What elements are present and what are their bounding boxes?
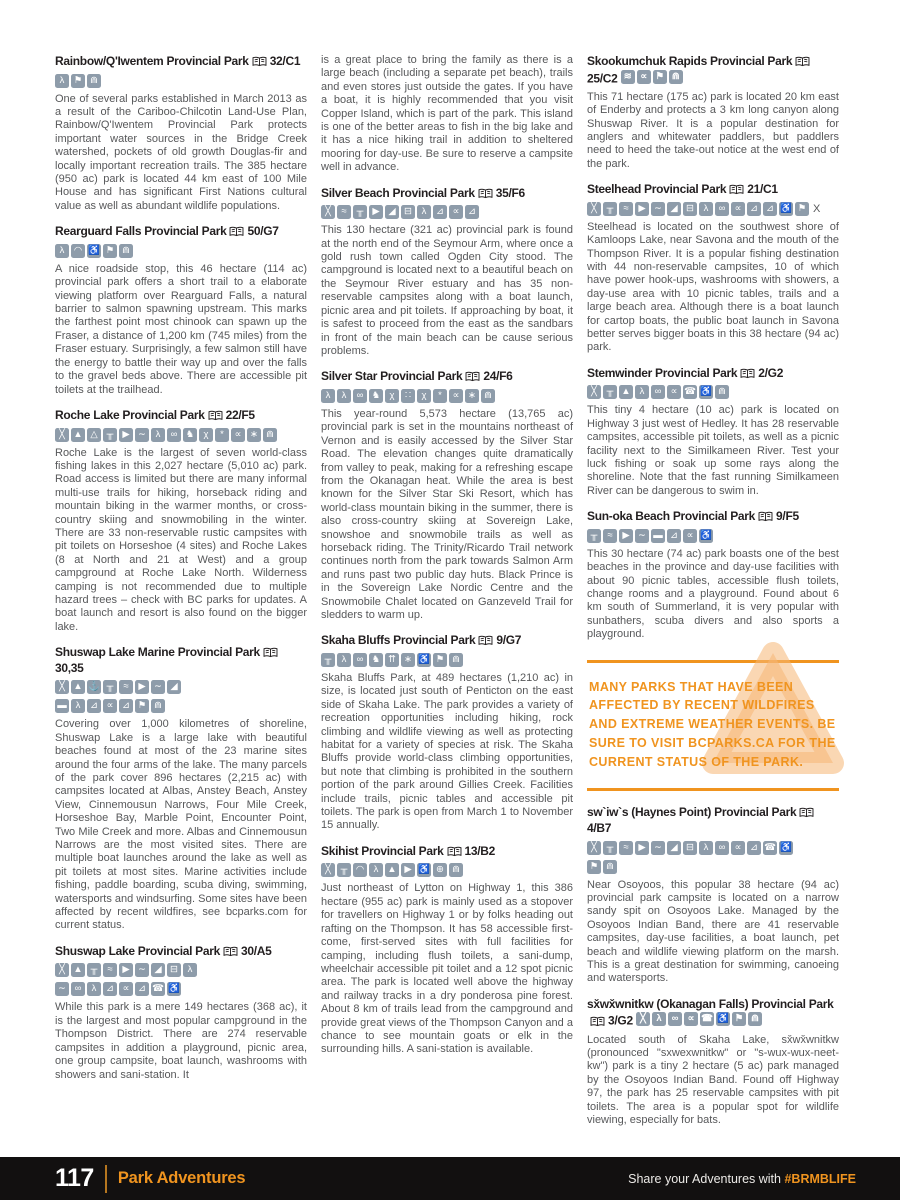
hiking-icon: λ — [699, 202, 713, 216]
picnic-table-icon: ╥ — [587, 529, 601, 543]
column-2 — [321, 54, 573, 1129]
boating-icon: ▶ — [635, 202, 649, 216]
park-heading — [321, 633, 573, 649]
hiking-icon: λ — [71, 699, 85, 713]
wildlife-viewing-icon: ⋒ — [87, 74, 101, 88]
picnic-table-icon: ╥ — [603, 385, 617, 399]
picnic-icon: ╳ — [55, 680, 69, 694]
paddling-icon: ∼ — [651, 841, 665, 855]
walking-icon: λ — [321, 389, 335, 403]
park-entry — [587, 182, 839, 355]
footer-bar — [0, 1157, 900, 1200]
picnic-table-icon: ╥ — [337, 863, 351, 877]
page-number: 117 — [55, 1164, 94, 1192]
interpretive-icon: ⚑ — [433, 653, 447, 667]
park-entry — [587, 805, 839, 985]
skiing-icon: χ — [417, 389, 431, 403]
snowmobiling-icon: * — [215, 428, 229, 442]
map-book-icon — [252, 56, 267, 67]
amenity-icon-row — [587, 860, 839, 874]
wheelchair-accessible-icon: ♿ — [418, 654, 430, 665]
wildlife-viewing-icon: ⋒ — [119, 244, 133, 258]
park-description: Roche Lake is the largest of seven world-class fishing lakes in this 2,027 hectare (5,010 ac) park. Road access is limited but there are many informal multi-use trails for hiking, horseback riding and mountain biking in the warmer months, or cross-country skiing and snowmobiling in the winter. There are 33 non-reservable rustic campsites with pit toilets on Horseshoe (4 sites) and Roche Lakes (8 at North and 21 at West) and a group campground at Roche Lake North. Wilderness camping is not recommended due to multiple hazard trees – check with BC parks for updates. A boat launch and resort is also found on the bigger lake. — [55, 446, 307, 633]
park-description: This 30 hectare (74 ac) park boasts one of the best beaches in the province and day-use facilities with about 90 picnic tables, accessible flush toilets, change rooms and a playground. Found about 6 km south of Summerland, it is very popular with sunbathers, scuba divers and also sports a playground. — [587, 547, 839, 641]
amenity-icon-row — [55, 244, 307, 258]
picnic-table-icon: ╥ — [321, 653, 335, 667]
wheelchair-accessible-icon: ♿ — [418, 864, 430, 876]
paddling-icon: ∼ — [135, 963, 149, 977]
biking-icon: ∞ — [651, 385, 665, 399]
interpretive-icon: ⚑ — [135, 699, 149, 713]
park-heading — [587, 182, 839, 198]
snowmobiling-icon: * — [433, 389, 447, 403]
camping-icon: ▲ — [619, 385, 633, 399]
park-entry — [587, 54, 839, 171]
wheelchair-accessible-icon: ♿ — [717, 1013, 729, 1025]
boat-launch-icon: ◢ — [385, 205, 399, 219]
hiking-icon: λ — [369, 863, 383, 877]
map-reference: 9/G7 — [496, 633, 522, 648]
boat-launch-icon: ◢ — [167, 680, 181, 694]
picnic-table-icon: ╥ — [603, 841, 617, 855]
map-book-icon — [263, 647, 278, 658]
amenity-icon-row — [55, 982, 307, 996]
boating-icon: ▶ — [619, 529, 633, 543]
rv-camping-icon: ⊟ — [683, 841, 697, 855]
biking-icon: ∞ — [71, 982, 85, 996]
park-heading — [587, 509, 839, 525]
windsurfing-icon: ⊿ — [667, 529, 681, 543]
hiking-icon: λ — [183, 963, 197, 977]
park-title: Shuswap Lake Provincial Park — [55, 943, 221, 958]
interpretive-icon: ⚑ — [653, 70, 667, 84]
sani-station-icon: ⊕ — [433, 863, 447, 877]
amenity-icon-row — [321, 205, 573, 219]
swimming-icon: ≈ — [603, 529, 617, 543]
map-reference: 35/F6 — [495, 185, 525, 200]
park-entry — [321, 369, 573, 622]
phone-icon: ☎ — [701, 1013, 713, 1025]
viewpoint-icon: ◠ — [71, 244, 85, 258]
park-title: Skaha Bluffs Provincial Park — [321, 633, 476, 648]
wildfire-warning-text: MANY PARKS THAT HAVE BEEN AFFECTED BY RECENT WILDFIRES AND EXTREME WEATHER EVENTS. BE SURE TO VISIT BCPARKS.CA FOR THE CURRENT STATUS OF THE PARK. — [589, 679, 836, 769]
picnic-table-icon: ╥ — [603, 202, 617, 216]
picnic-icon: ╳ — [587, 202, 601, 216]
park-heading — [55, 224, 307, 240]
windsurfing-icon: ⊿ — [103, 982, 117, 996]
horseback-riding-icon: ♞ — [369, 389, 383, 403]
map-reference: 50/G7 — [247, 224, 279, 239]
horseback-riding-icon: ♞ — [369, 653, 383, 667]
waterskiing-icon: ⊿ — [465, 205, 479, 219]
map-reference: 4/B7 — [587, 821, 612, 835]
park-heading — [587, 54, 839, 87]
anchorage-icon: ⚓ — [88, 681, 100, 693]
rv-camping-icon: ⊟ — [401, 205, 415, 219]
dock-icon: ▬ — [55, 699, 69, 713]
snowshoeing-icon: ∷ — [401, 389, 415, 403]
park-heading — [55, 944, 307, 960]
camping-icon: ▲ — [71, 428, 85, 442]
park-description: This year-round 5,573 hectare (13,765 ac) provincial park is set in the mountains northeast of Vernon and is easily accessed by the Silver Star Road. The elevation changes quite dramatically from valley to peak, making for a refreshing escape from the Okanagan heat. While the area is best known for the Silver Star Ski Resort, which has world-class mountain biking in the summer, there is also cross-country skiing at Sovereign Lake, snowshoe and snowmobile trails as well as horseback riding. The Trinity/Ricardo Trail network continues north from the park towards Salmon Arm and runs past two public day huts. Black Prince is in the Sovereign Lake Nordic Centre and the Snowmobile Chalet located on Ganzeveld Trail for sledders to warm up. — [321, 407, 573, 621]
amenity-icon-row — [55, 699, 307, 713]
cross-country-skiing-icon: χ — [199, 428, 213, 442]
interpretive-icon: ⚑ — [732, 1012, 746, 1026]
wildlife-viewing-icon: ⋒ — [481, 389, 495, 403]
fishing-icon: ∝ — [683, 529, 697, 543]
wheelchair-accessible-icon: ♿ — [88, 244, 100, 256]
amenity-icon-row — [587, 202, 839, 216]
continued-paragraph — [321, 54, 573, 175]
park-title: Stemwinder Provincial Park — [587, 365, 738, 380]
picnic-table-icon: ╥ — [103, 680, 117, 694]
wheelchair-accessible-icon: ♿ — [780, 202, 792, 214]
swimming-icon: ≈ — [119, 680, 133, 694]
camping-icon: ▲ — [385, 863, 399, 877]
park-entry — [55, 54, 307, 213]
column-3 — [587, 54, 839, 1129]
amenity-icon-row — [55, 428, 307, 442]
map-book-icon — [465, 371, 480, 382]
map-book-icon — [223, 946, 238, 957]
interpretive-icon: ⚑ — [587, 860, 601, 874]
picnic-icon: ╳ — [321, 863, 335, 877]
wildlife-viewing-icon: ⋒ — [748, 1012, 762, 1026]
paddling-icon: ∼ — [635, 529, 649, 543]
map-book-icon — [478, 188, 493, 199]
park-heading — [321, 369, 573, 385]
map-reference: 22/F5 — [225, 407, 255, 422]
park-title: Silver Star Provincial Park — [321, 369, 463, 384]
map-reference: 32/C1 — [269, 54, 301, 68]
hiking-icon: λ — [337, 389, 351, 403]
canoeing-icon: ∼ — [55, 982, 69, 996]
amenity-icon-row — [55, 680, 307, 694]
park-description: is a great place to bring the family as there is a large beach (including a separate pet beach), trails and even stores just outside the gates. If you have a boat, it is highly recommended that you visit Copper Island, which is part of the park. This island is one of the better areas to fish in the big lake and it has a nice hiking trail in addition to sheltered mooring for day-use. Be sure to reserve a campsite well in advance. — [321, 54, 573, 174]
park-entry — [55, 408, 307, 634]
interpretive-icon: ⚑ — [795, 202, 809, 216]
sailing-icon: ⊿ — [747, 841, 761, 855]
park-title: sw`iw`s (Haynes Point) Provincial Park — [587, 805, 797, 820]
brmblife-hashtag: #BRMBLIFE — [784, 1171, 856, 1186]
park-description: Skaha Bluffs Park, at 489 hectares (1,210 ac) in size, is located just south of Penticton on the east side of Skaha Lake. The park provides a variety of recreation opportunities including hiking, rock climbing and wildlife viewing as well as protecting habitat for a variety of species at risk. The Skaha Bluffs provide world-class climbing opportunities, but note that climbing is prohibited in the southern portion of the park around Gillies Creek. Facilities include trails, picnic tables and accessible pit toilets. The park is open from March 1 to November 15 annually. — [321, 672, 573, 832]
amenity-icon-row — [321, 389, 573, 403]
wildlife-viewing-icon: ⋒ — [151, 699, 165, 713]
hiking-icon: λ — [55, 74, 69, 88]
boating-icon: ▶ — [119, 963, 133, 977]
boat-launch-icon: ◢ — [667, 841, 681, 855]
biking-icon: ∞ — [715, 202, 729, 216]
wildlife-viewing-icon: ⋒ — [449, 653, 463, 667]
park-description: This tiny 4 hectare (10 ac) park is located on Highway 3 just west of Hedley. It has 28 reservable campsites, accessible pit toilets, as well as a picnic facility next to the Similkameen River. Test your luck fishing or soak up some rays along the shoreline. Note that the fast running Similkameen River can be dangerous to swim in. — [587, 404, 839, 497]
map-book-icon — [478, 635, 493, 646]
biking-icon: ∞ — [353, 389, 367, 403]
picnic-table-icon: ╥ — [87, 963, 101, 977]
park-title: sx̌wx̌wnitkw (Okanagan Falls) Provincial Park — [587, 996, 834, 1011]
rock-climbing-icon: ⇈ — [385, 653, 399, 667]
group-camping-icon: △ — [87, 428, 101, 442]
amenity-icon-row — [587, 385, 839, 399]
map-book-icon — [729, 184, 744, 195]
fishing-icon: ∝ — [667, 385, 681, 399]
hiking-icon: λ — [635, 385, 649, 399]
park-description: This 130 hectare (321 ac) provincial park is found at the north end of the Seymour Arm, where once a gold rush town called Ogden City stood. The campground is located next to a beautiful beach on the Seymour River estuary and has 35 non-reservable campsites along with a boat launch, picnic area and pit toilets. If approaching by boat, it is safest to proceed from the east as the sandbars in front of the main beach can be cause serious problems. — [321, 224, 573, 357]
map-book-icon — [590, 1016, 605, 1027]
park-title: Skookumchuk Rapids Provincial Park — [587, 54, 793, 68]
boating-icon: ▶ — [119, 428, 133, 442]
section-title: Park Adventures — [117, 1169, 246, 1187]
wildlife-viewing-icon: ⋒ — [449, 863, 463, 877]
amenity-icon-row — [587, 529, 839, 543]
hiking-icon: λ — [417, 205, 431, 219]
phone-icon: ☎ — [684, 386, 696, 398]
waterskiing-icon: ⊿ — [135, 982, 149, 996]
map-book-icon — [229, 226, 244, 237]
rv-camping-icon: ⊟ — [167, 963, 181, 977]
wildlife-viewing-icon: ⋒ — [603, 860, 617, 874]
boating-icon: ▶ — [635, 841, 649, 855]
windsurfing-icon: ⊿ — [433, 205, 447, 219]
map-reference: 21/C1 — [747, 182, 778, 197]
park-description: This 71 hectare (175 ac) park is located 20 km east of Enderby and protects a 3 km long canyon along Shuswap River. It is a popular destination for anglers and whitewater paddlers, but paddlers need to heed the take-out notice at the west end of the park. — [587, 90, 839, 170]
footer-divider — [105, 1165, 107, 1193]
windsurfing-icon: ⊿ — [747, 202, 761, 216]
footer-left — [55, 1164, 245, 1193]
park-title: Skihist Provincial Park — [321, 843, 444, 858]
amenity-icon-row — [55, 74, 307, 88]
hiking-icon: λ — [699, 841, 713, 855]
park-entry — [55, 224, 307, 397]
winter-recreation-icon: ∗ — [465, 389, 479, 403]
park-description: Located south of Skaha Lake, sx̌wx̌wnitkw (pronounced "sxwexwnitkw" or "s-wux-wux-neet-kw") park is a tiny 2 hectare (5 ac) park managed by the Osoyoos Indian Band. Found off Highway 97, the park has 25 reservable campsites with pit toilets. The area is a popular spot for wildlife viewing, especially for bats. — [587, 1033, 839, 1126]
park-title: Shuswap Lake Marine Provincial Park — [55, 645, 260, 660]
swimming-icon: ≈ — [619, 202, 633, 216]
map-book-icon — [758, 511, 773, 522]
picnic-icon: ╳ — [321, 205, 335, 219]
park-entry — [321, 186, 573, 359]
park-heading — [55, 408, 307, 424]
fishing-icon: ∝ — [637, 70, 651, 84]
amenity-icon-row — [55, 963, 307, 977]
park-title: Steelhead Provincial Park — [587, 182, 727, 197]
waterskiing-icon: ⊿ — [763, 202, 777, 216]
park-title: Rearguard Falls Provincial Park — [55, 224, 227, 239]
park-heading — [587, 366, 839, 382]
winter-recreation-icon: ∗ — [401, 653, 415, 667]
fishing-icon: ∝ — [119, 982, 133, 996]
park-entry — [587, 366, 839, 498]
hiking-icon: λ — [151, 428, 165, 442]
map-book-icon — [740, 368, 755, 379]
park-description: A nice roadside stop, this 46 hectare (114 ac) provincial park offers a short trail to a elaborate viewing platform over Rearguard Falls, a natural barrier to salmon spawning upstream. This marks the farthest point most chinook can spawn up the Fraser, a distance of 1,200 km (745 miles) from the Fraser estuary. Surprisingly, a few salmon still have the energy to battle their way up and over the falls to the gravel beds above. There are accessible pit toilets at the trailhead. — [55, 262, 307, 396]
park-description: While this park is a mere 149 hectares (368 ac), it is the largest and most popular campground in the Thompson District. There are 274 reservable campsites in addition a playground, picnic area, one group campsite, boat launch, washrooms with showers and sani-station. It — [55, 1001, 307, 1081]
park-heading — [587, 805, 839, 836]
hiking-icon: λ — [652, 1012, 666, 1026]
rv-camping-icon: ⊟ — [683, 202, 697, 216]
swimming-icon: ≈ — [619, 841, 633, 855]
park-heading — [321, 844, 573, 860]
wildlife-viewing-icon: ⋒ — [715, 385, 729, 399]
park-entry — [587, 509, 839, 641]
park-entry — [587, 997, 839, 1128]
fishing-icon: ∝ — [731, 841, 745, 855]
paddling-icon: ∼ — [651, 202, 665, 216]
camping-icon: ▲ — [71, 963, 85, 977]
wildlife-viewing-icon: ⋒ — [669, 70, 683, 84]
map-book-icon — [208, 410, 223, 421]
wheelchair-accessible-icon: ♿ — [700, 386, 712, 398]
map-book-icon — [795, 56, 810, 67]
park-title: Silver Beach Provincial Park — [321, 185, 475, 200]
paddling-icon: ∼ — [151, 680, 165, 694]
park-description: One of several parks established in March 2013 as a result of the Cariboo-Chilcotin Land-Use Plan, Rainbow/Q'Iwentem Provincial Park protects important water sources in the Bridge Creek watershed, pockets of old growth Douglas-fir and locally important recreation trails. The 385 hectare (950 ac) park is located 44 km east of 100 Mile House and has significant First Nations cultural value as well as abundant wildlife populations. — [55, 92, 307, 212]
interpretive-icon: ⚑ — [103, 244, 117, 258]
cross-country-skiing-icon: χ — [385, 389, 399, 403]
map-book-icon — [447, 846, 462, 857]
amenity-icon-row — [587, 841, 839, 855]
biking-icon: ∞ — [668, 1012, 682, 1026]
picnic-icon: ╳ — [55, 428, 69, 442]
park-entry — [55, 645, 307, 933]
park-title: Roche Lake Provincial Park — [55, 407, 205, 422]
phone-icon: ☎ — [764, 841, 776, 853]
wheelchair-accessible-icon: ♿ — [168, 983, 180, 995]
dock-icon: ▬ — [651, 529, 665, 543]
phone-icon: ☎ — [152, 983, 164, 995]
fishing-icon: ∝ — [449, 389, 463, 403]
content-columns — [55, 54, 839, 1129]
park-description: Near Osoyoos, this popular 38 hectare (94 ac) provincial park campsite is located on a narrow sandy spit on Osoyoos Lake. Managed by the Osoyoos Indian Band, there are 41 reservable campsites, day-use facilities, a boat launch, pet beach and wildlife viewing platform on the marsh. This is a great destination for swimming, canoeing and watersports. — [587, 878, 839, 985]
park-title: Sun-oka Beach Provincial Park — [587, 509, 756, 524]
waterskiing-icon: ⊿ — [119, 699, 133, 713]
park-heading — [55, 645, 307, 676]
park-title: Rainbow/Q'Iwentem Provincial Park — [55, 54, 249, 68]
park-heading — [587, 997, 839, 1030]
wildfire-warning-box — [587, 660, 839, 792]
boating-icon: ▶ — [369, 205, 383, 219]
boat-launch-icon: ◢ — [667, 202, 681, 216]
amenity-icon-row — [321, 863, 573, 877]
picnic-icon: ╳ — [587, 385, 601, 399]
fishing-icon: ∝ — [103, 699, 117, 713]
hiking-icon: λ — [337, 653, 351, 667]
map-reference: 3/G2 — [608, 1013, 633, 1028]
biking-icon: ∞ — [167, 428, 181, 442]
park-entry — [321, 844, 573, 1057]
map-reference: 9/F5 — [776, 509, 799, 524]
park-heading — [321, 186, 573, 202]
park-entry — [55, 944, 307, 1082]
footer-right — [628, 1172, 856, 1186]
picnic-icon: ╳ — [636, 1012, 650, 1026]
interpretive-icon: ⚑ — [71, 74, 85, 88]
park-description: Just northeast of Lytton on Highway 1, this 386 hectare (955 ac) park is mainly used as a stopover for travellers on Highway 1 or by folks heading out rafting on the Thompson. It has 58 accessible first-come, first-served sites with full facilities for camping, including flush toilets, a sani-dump, wheelchair accessible pit toilet and a 12 spot picnic area. The park is located well above the highway and railway tracks in a dry ponderosa pine forest. About 8 km of trails lead from the campground and provide great views of the Thompson Canyon and a chance to see mountain goats or elk in the surrounding hills. A sani-station is available. — [321, 882, 573, 1056]
hiking-icon: λ — [55, 244, 69, 258]
wheelchair-accessible-icon: ♿ — [780, 841, 792, 853]
boat-launch-icon: ◢ — [151, 963, 165, 977]
map-book-icon — [799, 807, 814, 818]
picnic-table-icon: ╥ — [353, 205, 367, 219]
biking-icon: ∞ — [353, 653, 367, 667]
column-1 — [55, 54, 307, 1129]
camping-icon: ▲ — [71, 680, 85, 694]
biking-icon: ∞ — [715, 841, 729, 855]
map-reference: 13/B2 — [464, 843, 496, 858]
picnic-icon: ╳ — [587, 841, 601, 855]
walking-icon: λ — [87, 982, 101, 996]
map-reference: 30/A5 — [241, 943, 272, 958]
windsurfing-icon: ⊿ — [87, 699, 101, 713]
wheelchair-accessible-icon: ♿ — [700, 529, 712, 541]
winter-recreation-icon: ∗ — [247, 428, 261, 442]
share-text: Share your Adventures with — [628, 1171, 781, 1186]
horseback-riding-icon: ♞ — [183, 428, 197, 442]
amenity-icon-row — [321, 653, 573, 667]
viewpoint-icon: ◠ — [353, 863, 367, 877]
fishing-icon: ∝ — [731, 202, 745, 216]
map-reference: 30,35 — [55, 660, 84, 675]
boating-icon: ▶ — [401, 863, 415, 877]
park-description: Covering over 1,000 kilometres of shoreline, Shuswap Lake is a large lake with beautiful beaches found at most of the 23 marine sites around the four arms of the lake. The many parcels of the park cover 896 hectares (2,215 ac) with campsites located at Albas, Anstey Beach, Anstey View, Cinnemousun Narrows, Four Mile Creek, Horseshoe Bay, Marble Point, Encounter Point, Two Mile Creek and more. Albas and Cinnemousun Narrows are the most visited sites. There are multiple boat launches around the lake as well as pit toilets at most sites. Marine activities include fishing, paddle boarding, scuba diving, swimming, watersports and windsurfing. Some sites have been affected by recent wildfires, see bcparks.com for current status. — [55, 718, 307, 932]
fishing-icon: ∝ — [231, 428, 245, 442]
wildlife-viewing-icon: ⋒ — [263, 428, 277, 442]
map-reference: 2/G2 — [758, 365, 784, 380]
fishing-icon: ∝ — [684, 1012, 698, 1026]
icon-row-suffix: X — [813, 202, 821, 215]
picnic-table-icon: ╥ — [103, 428, 117, 442]
paddling-icon: ∼ — [135, 428, 149, 442]
map-reference: 24/F6 — [483, 369, 513, 384]
swimming-icon: ≈ — [103, 963, 117, 977]
park-heading — [55, 54, 307, 70]
picnic-icon: ╳ — [55, 963, 69, 977]
park-description: Steelhead is located on the southwest shore of Kamloops Lake, near Savona and the mouth of the Thompson River. It is a popular fishing destination with 44 non-reservable campsites, 10 of which have power hook-ups, washrooms with showers, a day-use area with 10 picnic tables, trails and a large beach area. Although there is a boat launch for cartop boats, the public boat launch in Savona better serves bigger boats in this 38 hectare (94 ac) park. — [587, 220, 839, 354]
fishing-icon: ∝ — [449, 205, 463, 219]
park-entry — [321, 633, 573, 832]
whitewater-paddling-icon: ≋ — [621, 70, 635, 84]
swimming-icon: ≈ — [337, 205, 351, 219]
map-reference: 25/C2 — [587, 71, 618, 86]
boating-icon: ▶ — [135, 680, 149, 694]
